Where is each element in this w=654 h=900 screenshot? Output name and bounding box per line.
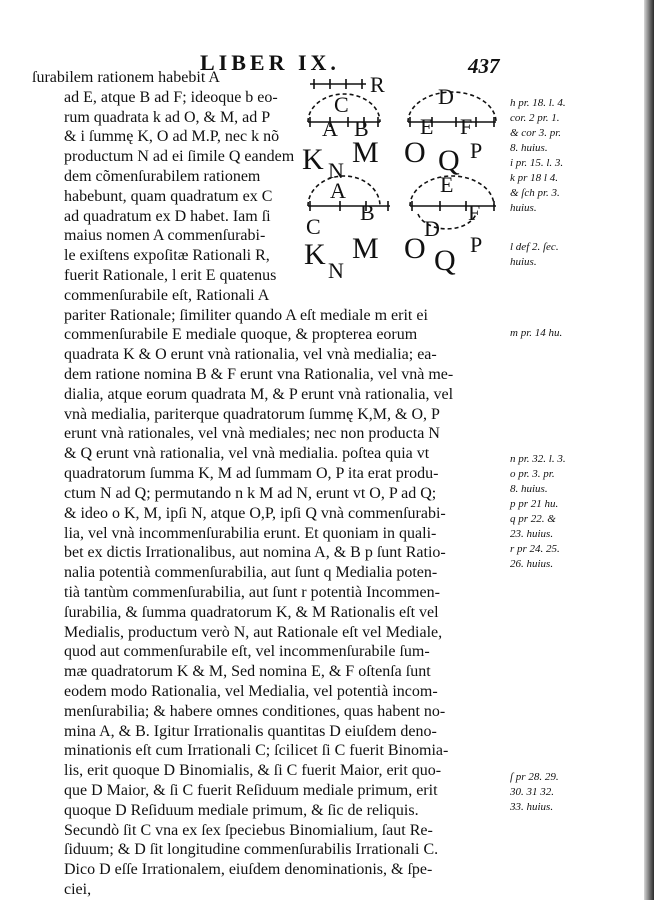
label-a: A bbox=[322, 116, 338, 141]
text-line: nalia potentià commenſurabilia, aut ſunt q Medialia poten- bbox=[64, 564, 438, 581]
label-lower-p: P bbox=[470, 232, 483, 257]
margin-note: 8. huius. bbox=[510, 142, 548, 154]
label-k: K bbox=[302, 143, 324, 176]
label-r: R bbox=[370, 72, 385, 97]
label-lower-n: N bbox=[328, 258, 344, 283]
text-line: dem ratione nomina B & F erunt vna Rationalia, vel vnà me- bbox=[64, 366, 454, 383]
label-q: Q bbox=[438, 144, 460, 177]
text-line: maius nomen A commenſurabi- bbox=[64, 227, 266, 244]
margin-note: ſ pr 28. 29. bbox=[510, 771, 559, 783]
margin-note: p pr 21 hu. bbox=[510, 498, 559, 510]
margin-note: n pr. 32. l. 3. bbox=[510, 453, 566, 465]
text-line: ciei, bbox=[64, 881, 92, 898]
text-line: mina A, & B. Igitur Irrationalis quantitas D eiuſdem deno- bbox=[64, 723, 437, 740]
text-line: & Q erunt vnà rationalia, vel vnà medialia. poſtea quia vt bbox=[64, 445, 430, 462]
text-line: ſurabilem rationem habebit A bbox=[32, 69, 220, 86]
label-o: O bbox=[404, 136, 426, 169]
label-f: F bbox=[460, 114, 473, 139]
label-c: C bbox=[334, 92, 349, 117]
text-line: pariter Rationale; ſimiliter quando A eſt mediale m erit ei bbox=[64, 307, 428, 324]
text-line: menſurabilia; & habere omnes conditiones, quas habent no- bbox=[64, 703, 446, 720]
margin-note: r pr 24. 25. bbox=[510, 543, 560, 555]
text-line: Medialis, productum verò N, aut Rationale eſt vel Mediale, bbox=[64, 624, 443, 641]
text-line: lis, erit quoque D Binomialis, & ſi C fuerit Maior, erit quo- bbox=[64, 762, 442, 779]
margin-note: huius. bbox=[510, 202, 537, 214]
text-line: que D Maior, & ſi C fuerit Reſiduum mediale primum, erit bbox=[64, 782, 438, 799]
text-line: fuerit Rationale, l erit E quatenus bbox=[64, 267, 277, 284]
margin-note: 23. huius. bbox=[510, 528, 554, 540]
margin-note: 33. huius. bbox=[510, 801, 554, 813]
text-line: tià tantùm commenſurabilia, aut ſunt r potentià Incommen- bbox=[64, 584, 440, 601]
text-line: Dico D eſſe Irrationalem, eiuſdem denominationis, & ſpe- bbox=[64, 861, 433, 878]
label-p: P bbox=[470, 138, 483, 163]
text-line: commenſurabile E mediale quoque, & propterea eorum bbox=[64, 326, 418, 343]
label-lower-f: F bbox=[468, 200, 481, 225]
label-lower-m: M bbox=[352, 232, 379, 265]
label-lower-e: E bbox=[440, 172, 454, 197]
label-lower-b: B bbox=[360, 200, 375, 225]
text-line: minationis eſt cum Irrationali C; ſcilicet ſi C fuerit Binomia- bbox=[64, 742, 449, 759]
label-n: N bbox=[328, 158, 344, 183]
text-line: ſurabilia, & ſumma quadratorum K, & M Rationalis eſt vel bbox=[64, 604, 439, 621]
text-line: & i ſummę K, O ad M.P, nec k nõ bbox=[64, 128, 280, 145]
text-line: dialia, atque eorum quadrata M, & P erunt vnà rationalia, vel bbox=[64, 386, 454, 403]
label-lower-c: C bbox=[306, 214, 321, 239]
text-line: le exiſtens expoſitæ Rationali R, bbox=[64, 247, 270, 264]
text-line: quadrata K & O erunt vnà rationalia, vel vnà medialia; ea- bbox=[64, 346, 437, 363]
margin-note: 30. 31 32. bbox=[510, 786, 554, 798]
text-line: productum N ad ei ſimile Q eandem bbox=[64, 148, 295, 165]
margin-note: k pr 18 l 4. bbox=[510, 172, 558, 184]
text-line: habebunt, quam quadratum ex C bbox=[64, 188, 273, 205]
margin-note: & ſch pr. 3. bbox=[510, 187, 560, 199]
margin-note: cor. 2 pr. 1. bbox=[510, 112, 560, 124]
text-line: dem cõmenſurabilem rationem bbox=[64, 168, 261, 185]
label-lower-a: A bbox=[330, 178, 346, 203]
label-lower-k: K bbox=[304, 238, 326, 271]
margin-note: 26. huius. bbox=[510, 558, 554, 570]
page-edge-shadow bbox=[644, 0, 654, 900]
margin-note: i pr. 15. l. 3. bbox=[510, 157, 564, 169]
page-number: 437 bbox=[468, 54, 500, 78]
margin-note: l def 2. ſec. bbox=[510, 241, 559, 253]
margin-note: & cor 3. pr. bbox=[510, 127, 562, 139]
geometric-figures bbox=[300, 74, 510, 294]
text-line: quadratorum ſumma K, M ad ſummam O, P ita erat produ- bbox=[64, 465, 439, 482]
margin-note: h pr. 18. l. 4. bbox=[510, 97, 566, 109]
text-line: ctum N ad Q; permutando n k M ad N, erunt vt O, P ad Q; bbox=[64, 485, 437, 502]
text-line: vnà medialia, pariterque quadratorum ſummę K,M, & O, P bbox=[64, 406, 440, 423]
running-head: LIBER IX. bbox=[200, 50, 340, 75]
label-lower-o: O bbox=[404, 232, 426, 265]
text-line: quoque D Reſiduum mediale primum, & ſic de reliquis. bbox=[64, 802, 419, 819]
text-line: Secundò ſit C vna ex ſex ſpeciebus Binomialium, ſaut Re- bbox=[64, 822, 433, 839]
text-line: erunt vnà rationales, vel vnà mediales; nec non producta N bbox=[64, 425, 440, 442]
text-line: & ideo o K, M, ipſi N, atque O,P, ipſi Q vnà commenſurabi- bbox=[64, 505, 446, 522]
text-line: ad E, atque B ad F; ideoque b eo- bbox=[64, 89, 278, 106]
text-line: ſiduum; & D ſit longitudine commenſurabilis Irrationali C. bbox=[64, 841, 439, 858]
label-e: E bbox=[420, 114, 434, 139]
text-line: bet ex dictis Irrationalibus, aut nomina A, & B p ſunt Ratio- bbox=[64, 544, 446, 561]
label-lower-q: Q bbox=[434, 244, 456, 277]
text-line: rum quadrata k ad O, & M, ad P bbox=[64, 109, 271, 126]
label-lower-d: D bbox=[424, 216, 440, 241]
margin-note: q pr 22. & bbox=[510, 513, 556, 525]
label-m: M bbox=[352, 136, 379, 169]
label-b: B bbox=[354, 116, 369, 141]
text-line: commenſurabile eſt, Rationali A bbox=[64, 287, 270, 304]
text-line: lia, vel vnà incommenſurabilia erunt. Et quoniam in quali- bbox=[64, 525, 437, 542]
margin-note: huius. bbox=[510, 256, 537, 268]
margin-note: o pr. 3. pr. bbox=[510, 468, 555, 480]
text-line: ad quadratum ex D habet. Iam ſi bbox=[64, 208, 271, 225]
text-line: eodem modo Rationalia, vel Medialia, vel potentià incom- bbox=[64, 683, 438, 700]
margin-note: m pr. 14 hu. bbox=[510, 327, 563, 339]
margin-note: 8. huius. bbox=[510, 483, 548, 495]
label-d: D bbox=[438, 84, 454, 109]
text-line: quod aut commenſurabile eſt, vel incommenſurabile ſum- bbox=[64, 643, 430, 660]
text-line: mæ quadratorum K & M, Sed nomina E, & F oſtenſa ſunt bbox=[64, 663, 431, 680]
